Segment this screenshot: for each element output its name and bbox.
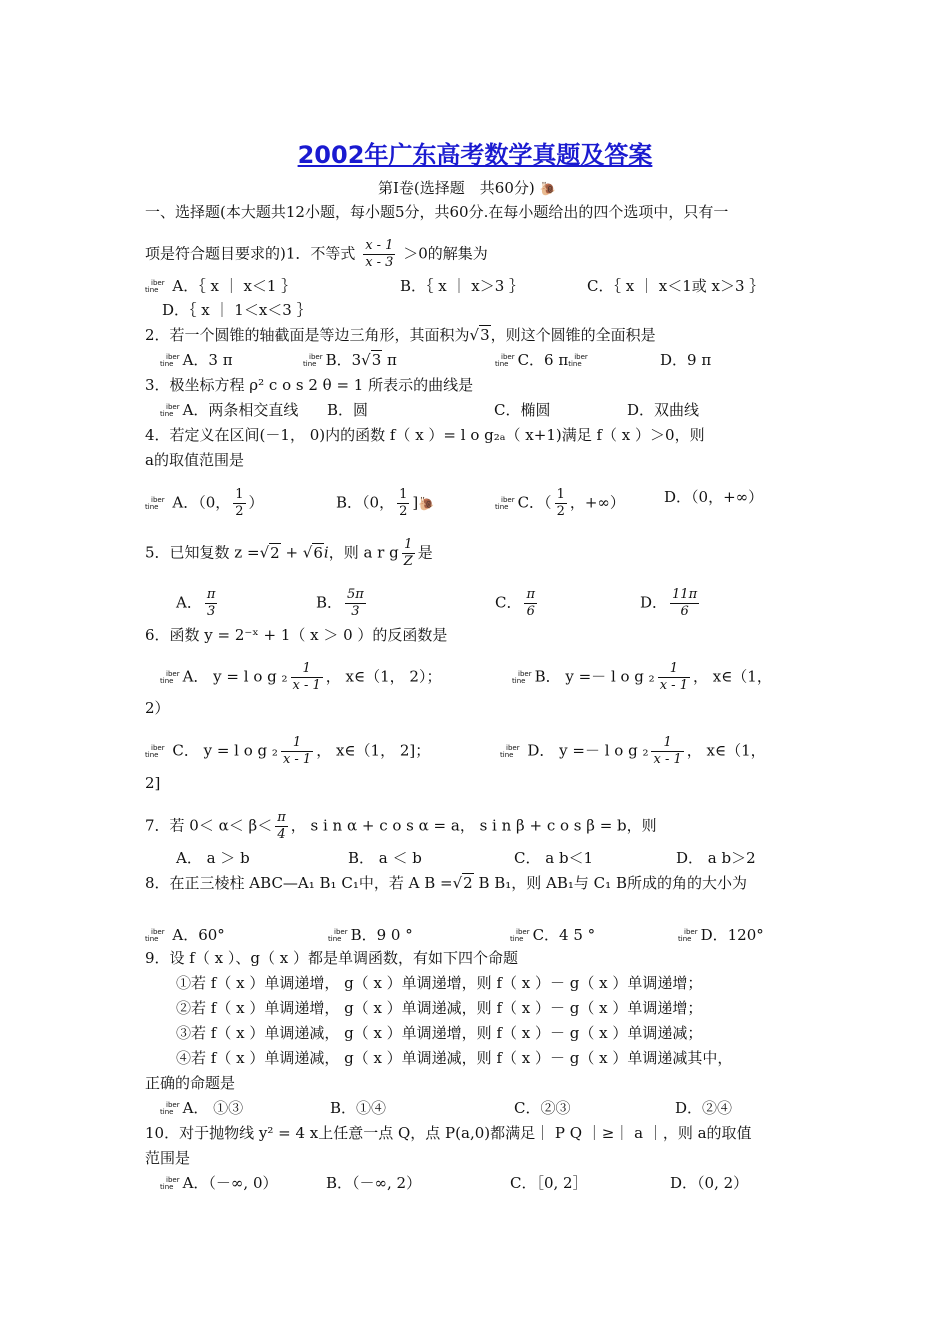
q9-option-d: D．②④: [675, 1099, 733, 1117]
q4-option-b: B．（0， $\frac{1}{2}$ ]🐌: [336, 487, 435, 519]
fraction: $\frac{\pi}{3}$: [206, 587, 216, 619]
q7-option-d: D． a b＞2: [676, 849, 756, 867]
marker-icon: iber tine: [160, 1176, 180, 1191]
q2-option-b: iber tine B．3√3 π: [303, 351, 397, 369]
q4-stem-1: 4．若定义在区间(－1， 0)内的函数 f（ x ）= l o g₂ₐ（ x+1)满足 f（ x ）＞0，则: [145, 426, 705, 444]
q8-option-c: iber tine C．4 5 °: [510, 926, 596, 944]
q9-tail: 正确的命题是: [145, 1074, 236, 1092]
fraction: $\frac{1}{x - 1}$: [659, 661, 688, 693]
marker-icon: iber tine: [160, 353, 180, 368]
marker-icon: iber tine: [510, 928, 530, 943]
q3-option-d: D．双曲线: [627, 401, 700, 419]
fraction: $\frac{\pi}{6}$: [526, 587, 536, 619]
snail-icon: 🐌: [418, 496, 435, 512]
q3-stem: 3．极坐标方程 ρ² c o s 2 θ = 1 所表示的曲线是: [145, 376, 474, 394]
q4-option-a: iber tine A．（0， $\frac{1}{2}$ ）: [145, 487, 264, 519]
marker-icon: iber tine: [495, 495, 515, 511]
q7-option-c: C． a b＜1: [514, 849, 594, 867]
fraction: $\frac{1}{2}$: [556, 487, 565, 519]
q2-option-d: D．9 π: [660, 351, 712, 369]
intro-line-2: 项是符合题目要求的)1．不等式 $\frac{x - 1}{x - 3}$ ＞0的解集为: [145, 238, 488, 270]
q10-option-b: B．（－∞, 2）: [326, 1174, 422, 1192]
q5-option-b: B． $\frac{5\pi}{3}$: [316, 587, 364, 619]
marker-icon: iber tine: [328, 928, 348, 943]
q8-option-a: iber tine A．60°: [145, 926, 225, 944]
q7-option-a: A． a ＞ b: [176, 849, 250, 867]
q4-option-c: iber tine C．（ $\frac{1}{2}$ ，+∞）: [495, 487, 625, 519]
marker-icon: iber tine: [500, 743, 520, 759]
q8-stem: 8．在正三棱柱 ABC—A₁ B₁ C₁中，若 A B =√2 B B₁，则 AB₁与 C₁ B所成的角的大小为: [145, 874, 747, 892]
q2-stem: 2．若一个圆锥的轴截面是等边三角形，其面积为√3，则这个圆锥的全面积是: [145, 326, 656, 344]
fraction: $\frac{1}{x - 1}$: [653, 735, 682, 767]
q1-option-a: iber tine A．｛ x ｜ x＜1 ｝: [145, 277, 297, 295]
q6-option-c: iber tine C． y = l o g ₂ $\frac{1}{x - 1}$ ， x∈（1， 2]；: [145, 735, 431, 767]
q5-stem: 5．已知复数 z =√2 + √6i，则 a r g $\frac{1}{Z}$ 是: [145, 537, 433, 569]
q9-option-a: iber tine A． ①③: [160, 1099, 244, 1117]
q5-option-d: D． $\frac{11\pi}{6}$: [640, 587, 698, 619]
q3-option-b: B．圆: [327, 401, 369, 419]
q9-option-b: B．①④: [330, 1099, 387, 1117]
q6-option-a: iber tine A． y = l o g ₂ $\frac{1}{x - 1}$ ， x∈（1， 2）；: [160, 661, 442, 693]
page-title[interactable]: 2002年广东高考数学真题及答案: [297, 141, 653, 169]
q9-option-c: C．②③: [514, 1099, 571, 1117]
q10-stem-2: 范围是: [145, 1149, 191, 1167]
marker-icon: iber tine: [495, 353, 515, 368]
marker-icon: iber tine: [678, 928, 698, 943]
q6-stem: 6．函数 y = 2⁻ˣ + 1（ x ＞ 0 ）的反函数是: [145, 626, 448, 644]
intro-line-1: 一、选择题(本大题共12小题，每小题5分，共60分.在每小题给出的四个选项中，只有一: [145, 203, 729, 221]
fraction: $\frac{1}{x - 1}$: [292, 661, 321, 693]
marker-icon: iber tine: [145, 743, 165, 759]
q2-option-c: iber tine C．6 π iber tine: [495, 351, 588, 369]
fraction: $\frac{1}{2}$: [235, 487, 244, 519]
q9-proposition-2: ②若 f（ x ）单调递增， g（ x ）单调递减，则 f（ x ）－ g（ x ）单调递增；: [176, 999, 703, 1017]
q9-proposition-3: ③若 f（ x ）单调递减， g（ x ）单调递增，则 f（ x ）－ g（ x ）单调递减；: [176, 1024, 703, 1042]
q4-option-d: D．（0，+∞）: [664, 488, 764, 506]
marker-icon: iber tine: [145, 495, 165, 511]
q3-option-a: iber tine A．两条相交直线: [160, 401, 299, 419]
section-heading: 第Ⅰ卷(选择题 共60分) 🐌: [378, 178, 556, 200]
q10-option-c: C．［0, 2］: [510, 1174, 588, 1192]
q1-option-d: D．｛ x ｜ 1＜x＜3 ｝: [162, 301, 312, 319]
q9-proposition-4: ④若 f（ x ）单调递减， g（ x ）单调递减，则 f（ x ）－ g（ x ）单调递减其中，: [176, 1049, 733, 1067]
q1-option-c: C．｛ x ｜ x＜1或 x＞3 ｝: [587, 277, 765, 295]
marker-icon: iber tine: [160, 403, 180, 418]
q6-option-b: iber tine B． y =－ l o g ₂ $\frac{1}{x - 1}$ ， x∈（1，: [512, 661, 772, 693]
q6-option-b-cont: 2）: [145, 699, 170, 717]
marker-icon: iber tine: [303, 353, 323, 368]
q7-stem: 7．若 0＜ α＜ β＜ $\frac{\pi}{4}$ ， s i n α + c o s α = a， s i n β + c o s β = b，则: [145, 810, 657, 842]
marker-icon: iber tine: [145, 928, 165, 943]
marker-icon: iber tine: [160, 669, 180, 685]
q8-option-d: iber tine D．120°: [678, 926, 764, 944]
marker-icon: iber tine: [160, 1101, 180, 1116]
q10-option-a: iber tine A．（－∞, 0）: [160, 1174, 278, 1192]
fraction: $\frac{5\pi}{3}$: [347, 587, 364, 619]
q3-option-c: C．椭圆: [494, 401, 551, 419]
q7-option-b: B． a ＜ b: [348, 849, 422, 867]
fraction: $\frac{1}{Z}$: [403, 537, 413, 569]
q9-proposition-1: ①若 f（ x ）单调递增， g（ x ）单调递增，则 f（ x ）－ g（ x ）单调递增；: [176, 974, 703, 992]
marker-icon: iber tine: [568, 353, 588, 368]
marker-icon: iber tine: [512, 669, 532, 685]
q9-stem: 9．设 f（ x ）、g（ x ）都是单调函数，有如下四个命题: [145, 949, 518, 967]
q6-option-d: iber tine D． y =－ l o g ₂ $\frac{1}{x - 1}$ ， x∈（1，: [500, 735, 766, 767]
q5-option-a: A． $\frac{\pi}{3}$: [176, 587, 216, 619]
fraction: $\frac{11\pi}{6}$: [672, 587, 698, 619]
q4-stem-2: a的取值范围是: [145, 451, 244, 469]
q8-option-b: iber tine B．9 0 °: [328, 926, 413, 944]
snail-icon: 🐌: [539, 182, 556, 197]
fraction: $\frac{x - 1}{x - 3}$: [365, 238, 394, 270]
q10-stem-1: 10．对于抛物线 y² = 4 x上任意一点 Q，点 P(a,0)都满足｜ P Q ｜≥｜ a ｜，则 a的取值: [145, 1124, 752, 1142]
q2-option-a: iber tine A．3 π: [160, 351, 233, 369]
fraction: $\frac{1}{2}$: [399, 487, 408, 519]
q6-option-d-cont: 2]: [145, 774, 161, 792]
q1-option-b: B．｛ x ｜ x＞3 ｝: [400, 277, 525, 295]
fraction: $\frac{1}{x - 1}$: [282, 735, 312, 767]
q10-option-d: D．（0, 2）: [670, 1174, 749, 1192]
marker-icon: iber tine: [145, 279, 165, 294]
fraction: $\frac{\pi}{4}$: [277, 810, 286, 842]
q5-option-c: C． $\frac{\pi}{6}$: [495, 587, 536, 619]
